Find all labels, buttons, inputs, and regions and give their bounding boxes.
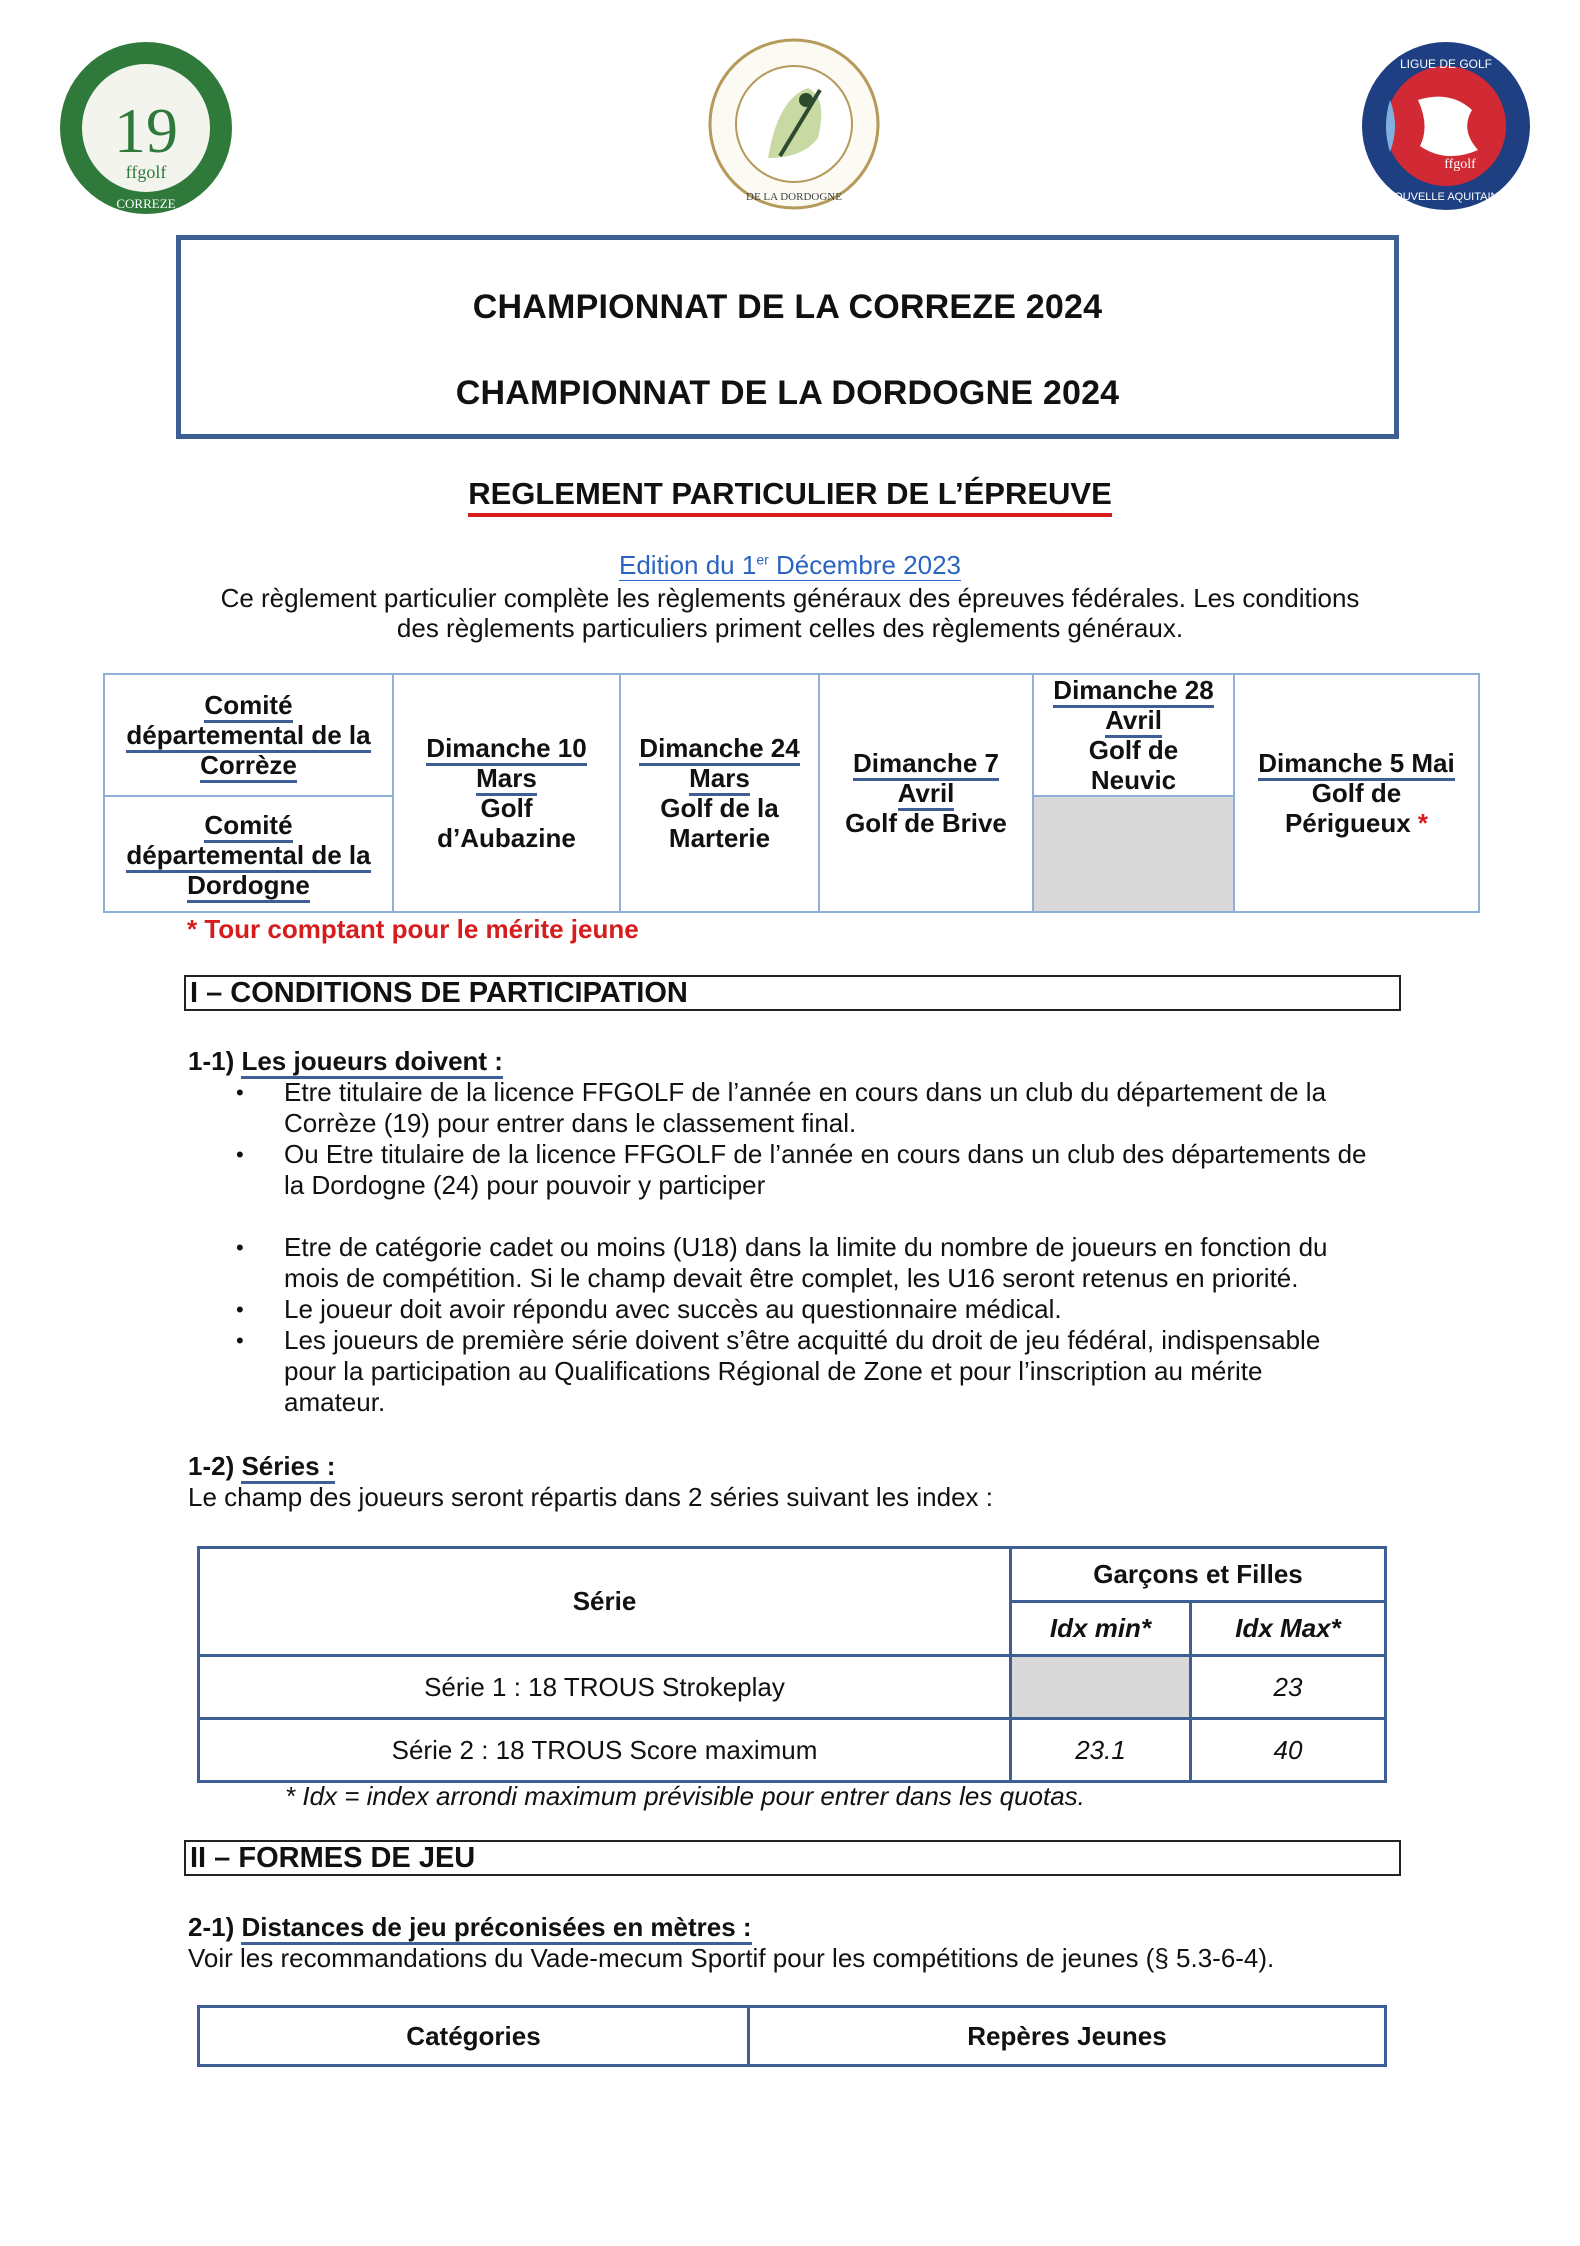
title-line-1: CHAMPIONNAT DE LA CORREZE 2024 [472, 288, 1103, 326]
svg-text:ffgolf: ffgolf [125, 162, 167, 182]
logo-ligue-nouvelle-aquitaine [1360, 40, 1532, 212]
committee-correze: Comité départemental de la Corrèze [105, 675, 394, 797]
event-neuvic: Dimanche 28 Avril Golf de Neuvic [1034, 675, 1235, 797]
subsection-1-1: 1-1) Les joueurs doivent : [188, 1046, 503, 1077]
title-box [176, 235, 1399, 439]
header-idx-min: Idx min* [1011, 1602, 1191, 1656]
edition-line[interactable]: Edition du 1er Décembre 2023 [618, 550, 961, 580]
event-neuvic-empty [1034, 797, 1235, 911]
distances-text: Voir les recommandations du Vade-mecum Sportif pour les compétitions de jeunes (§ 5.3-6-4). [188, 1943, 1275, 1973]
series-table [197, 1546, 1387, 1783]
header-serie: Série [199, 1548, 1011, 1656]
subsection-2-1: 2-1) Distances de jeu préconisées en mètres : [188, 1912, 752, 1943]
event-aubazine: Dimanche 10 Mars Golf d’Aubazine [394, 675, 621, 911]
event-perigueux: Dimanche 5 Mai Golf de Périgueux * [1258, 748, 1455, 838]
list-item: • Etre titulaire de la licence FFGOLF de l’année en cours dans un club du département de la Corrèze (19) pour entrer dans le classement final. [230, 1077, 1410, 1139]
section-formes-de-jeu: II – FORMES DE JEU [184, 1840, 1401, 1876]
svg-text:19: 19 [114, 95, 178, 166]
idx-note: * Idx = index arrondi maximum prévisible pour entrer dans les quotas. [285, 1781, 1085, 1811]
table-row: Série 2 : 18 TROUS Score maximum 23.1 40 [199, 1719, 1386, 1782]
svg-text:LIGUE DE GOLF: LIGUE DE GOLF [1399, 57, 1493, 71]
header-idx-max: Idx Max* [1191, 1602, 1386, 1656]
list-item: • Le joueur doit avoir répondu avec succès au questionnaire médical. [230, 1294, 1410, 1325]
svg-text:CORREZE: CORREZE [116, 196, 176, 211]
header-group: Garçons et Filles [1011, 1548, 1386, 1602]
svg-text:ffgolf: ffgolf [1444, 157, 1476, 172]
table-row: Série 1 : 18 TROUS Strokeplay 23 [199, 1656, 1386, 1719]
schedule-table [103, 673, 1480, 913]
event-brive: Dimanche 7 Avril Golf de Brive [820, 675, 1034, 911]
header-categories: Catégories [199, 2007, 749, 2066]
list-item: • Les joueurs de première série doivent s’être acquitté du droit de jeu fédéral, indispensable pour la participation au Qualifications Régional de Zone et pour l’inscription au mérite amateur. [230, 1325, 1410, 1418]
svg-text:NOUVELLE AQUITAINE: NOUVELLE AQUITAINE [1386, 191, 1506, 203]
header-reperes: Repères Jeunes [749, 2007, 1386, 2066]
series-intro: Le champ des joueurs seront répartis dans 2 séries suivant les index : [188, 1482, 993, 1512]
committee-dordogne: Comité départemental de la Dordogne [105, 797, 394, 913]
event-marterie: Dimanche 24 Mars Golf de la Marterie [621, 675, 820, 911]
subsection-1-2: 1-2) Séries : [188, 1451, 335, 1482]
conditions-list [230, 1077, 1410, 1418]
svg-text:DE LA DORDOGNE: DE LA DORDOGNE [746, 191, 842, 203]
categories-table [197, 2005, 1387, 2067]
logo-correze [58, 40, 234, 216]
list-item: • Ou Etre titulaire de la licence FFGOLF de l’année en cours dans un club des départements de la Dordogne (24) pour pouvoir y participer [230, 1139, 1410, 1201]
section-conditions: I – CONDITIONS DE PARTICIPATION [184, 975, 1401, 1011]
logo-dordogne [708, 38, 880, 210]
intro-text: Ce règlement particulier complète les règlements généraux des épreuves fédérales. Les conditions des règlements particuliers priment celles des règlements généraux. [220, 583, 1360, 643]
reglement-title: REGLEMENT PARTICULIER DE L’ÉPREUVE [0, 476, 1580, 512]
list-item: • Etre de catégorie cadet ou moins (U18) dans la limite du nombre de joueurs en fonction du mois de compétition. Si le champ devait être complet, les U16 seront retenus en priorité. [230, 1232, 1410, 1294]
title-line-2: CHAMPIONNAT DE LA DORDOGNE 2024 [455, 374, 1120, 412]
merit-note: * Tour comptant pour le mérite jeune [187, 914, 639, 944]
